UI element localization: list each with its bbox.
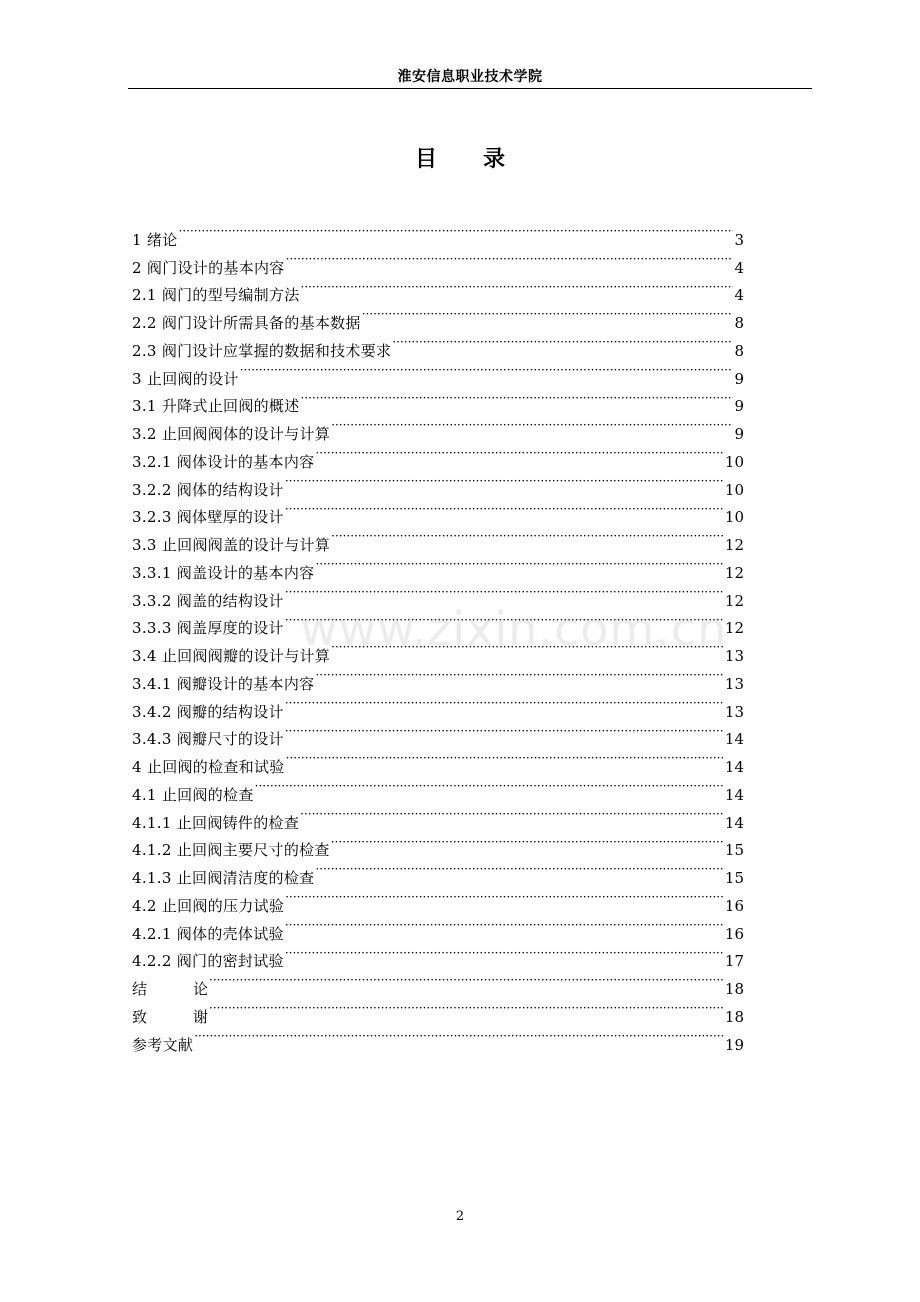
toc-entry-page: 3 — [734, 230, 744, 249]
toc-entry-page: 13 — [724, 702, 744, 721]
toc-entry-page: 4 — [734, 286, 744, 305]
toc-entry-page: 12 — [724, 563, 744, 582]
toc-entry-label: 4.2.1 阀体的壳体试验 — [132, 924, 284, 943]
header-divider — [128, 88, 812, 89]
toc-leader-dots — [331, 411, 733, 439]
toc-entry-label: 致谢 — [132, 1007, 208, 1026]
toc-entry-page: 13 — [724, 647, 744, 665]
toc-entry[interactable] — [132, 217, 744, 249]
toc-entry-label: 4.1.3 止回阀清洁度的检查 — [132, 869, 315, 887]
watermark: www.zixin.com.cn — [300, 602, 728, 656]
toc-entry-label: 3.3.2 阀盖的结构设计 — [132, 591, 284, 610]
toc-leader-dots — [331, 828, 724, 856]
toc-entry-page: 15 — [724, 869, 744, 887]
toc-leader-dots — [285, 939, 724, 967]
toc-entry-page: 12 — [724, 591, 744, 610]
toc-leader-dots — [209, 994, 724, 1022]
toc-leader-dots — [285, 578, 724, 606]
toc-leader-dots — [285, 606, 724, 634]
toc-entry-page: 16 — [724, 896, 744, 915]
toc-entry-label: 3.4 止回阀阀瓣的设计与计算 — [132, 647, 331, 665]
toc-leader-dots — [331, 522, 724, 550]
toc-entry-page: 16 — [724, 924, 744, 943]
toc-entry-label: 3 止回阀的设计 — [132, 369, 239, 388]
toc-entry-label: 3.3.3 阀盖厚度的设计 — [132, 619, 284, 638]
toc-entry-page: 12 — [724, 619, 744, 638]
toc-entry-page: 4 — [734, 258, 744, 277]
toc-entry-label: 3.4.3 阀瓣尺寸的设计 — [132, 730, 284, 749]
toc-entry-label: 3.4.2 阀瓣的结构设计 — [132, 702, 284, 721]
toc-entry-page: 17 — [724, 952, 744, 971]
toc-entry-label: 2.1 阀门的型号编制方法 — [132, 286, 300, 305]
toc-entry-label: 3.1 升降式止回阀的概述 — [132, 397, 300, 416]
toc-entry-page: 13 — [724, 674, 744, 693]
toc-entry-page: 14 — [724, 730, 744, 749]
toc-entry-label: 4.1 止回阀的检查 — [132, 785, 254, 804]
toc-leader-dots — [285, 689, 724, 717]
toc-entry-page: 19 — [724, 1035, 744, 1054]
toc-entry[interactable] — [132, 1022, 744, 1054]
page-number: 2 — [455, 1209, 465, 1224]
toc-entry-page: 10 — [724, 452, 744, 471]
toc-leader-dots — [301, 384, 734, 412]
toc-entry-page: 9 — [734, 397, 744, 416]
toc-entry-page: 14 — [724, 813, 744, 832]
toc-entry-page: 18 — [724, 1007, 744, 1026]
toc-entry-page: 14 — [724, 785, 744, 804]
toc-entry-label: 参考文献 — [132, 1035, 194, 1054]
toc-entry-page: 12 — [724, 536, 744, 554]
toc-entry-label: 3.2.1 阀体设计的基本内容 — [132, 452, 315, 471]
toc-entry-label: 4.2 止回阀的压力试验 — [132, 896, 285, 915]
page-header-institution: 淮安信息职业技术学院 — [397, 69, 543, 85]
toc-entry-page: 14 — [724, 758, 744, 776]
toc-entry-label: 2.3 阀门设计应掌握的数据和技术要求 — [132, 341, 392, 360]
toc-entry-label: 3.3.1 阀盖设计的基本内容 — [132, 563, 315, 582]
toc-entry[interactable] — [132, 966, 744, 998]
toc-leader-dots — [285, 467, 724, 495]
toc-entry-page: 9 — [734, 369, 744, 388]
toc-leader-dots — [194, 1022, 724, 1050]
toc-leader-dots — [315, 661, 723, 689]
toc-leader-dots — [240, 356, 734, 384]
toc-entry[interactable] — [132, 245, 744, 277]
toc-leader-dots — [285, 911, 724, 939]
toc-entry-page: 10 — [724, 508, 744, 527]
toc-entry-label: 1 绪论 — [132, 230, 178, 249]
toc-entry-page: 10 — [724, 480, 744, 499]
toc-leader-dots — [179, 217, 734, 245]
toc-leader-dots — [285, 495, 724, 523]
toc-leader-dots — [209, 966, 724, 994]
toc-entry-label: 3.3 止回阀阀盖的设计与计算 — [132, 536, 331, 554]
toc-leader-dots — [315, 439, 723, 467]
toc-entry-page: 9 — [734, 425, 744, 443]
toc-leader-dots — [301, 273, 734, 301]
toc-entry-label: 结论 — [132, 980, 208, 998]
toc-leader-dots — [331, 633, 724, 661]
toc-leader-dots — [286, 245, 734, 273]
toc-entry-page: 8 — [734, 314, 744, 332]
toc-entry[interactable] — [132, 994, 744, 1026]
toc-entry-label: 4 止回阀的检查和试验 — [132, 758, 285, 776]
toc-leader-dots — [300, 800, 724, 828]
table-of-contents — [132, 217, 744, 1054]
toc-entry-label: 2.2 阀门设计所需具备的基本数据 — [132, 314, 361, 332]
toc-entry-label: 3.2.2 阀体的结构设计 — [132, 480, 284, 499]
toc-leader-dots — [362, 300, 734, 328]
toc-entry-label: 4.1.1 止回阀铸件的检查 — [132, 813, 300, 832]
toc-leader-dots — [315, 550, 723, 578]
toc-entry-label: 2 阀门设计的基本内容 — [132, 258, 285, 277]
toc-entry-label: 3.2.3 阀体壁厚的设计 — [132, 508, 284, 527]
toc-entry-page: 18 — [724, 980, 744, 998]
toc-entry-label: 4.2.2 阀门的密封试验 — [132, 952, 284, 971]
toc-entry-label: 3.4.1 阀瓣设计的基本内容 — [132, 674, 315, 693]
toc-leader-dots — [255, 772, 724, 800]
toc-entry-label: 3.2 止回阀阀体的设计与计算 — [132, 425, 331, 443]
toc-entry-page: 8 — [734, 341, 744, 360]
toc-title: 目录 — [414, 147, 551, 172]
toc-leader-dots — [286, 744, 724, 772]
toc-leader-dots — [392, 328, 733, 356]
toc-leader-dots — [285, 883, 724, 911]
toc-entry-label: 4.1.2 止回阀主要尺寸的检查 — [132, 841, 330, 860]
toc-entry-page: 15 — [724, 841, 744, 860]
toc-leader-dots — [285, 717, 724, 745]
toc-leader-dots — [315, 855, 723, 883]
